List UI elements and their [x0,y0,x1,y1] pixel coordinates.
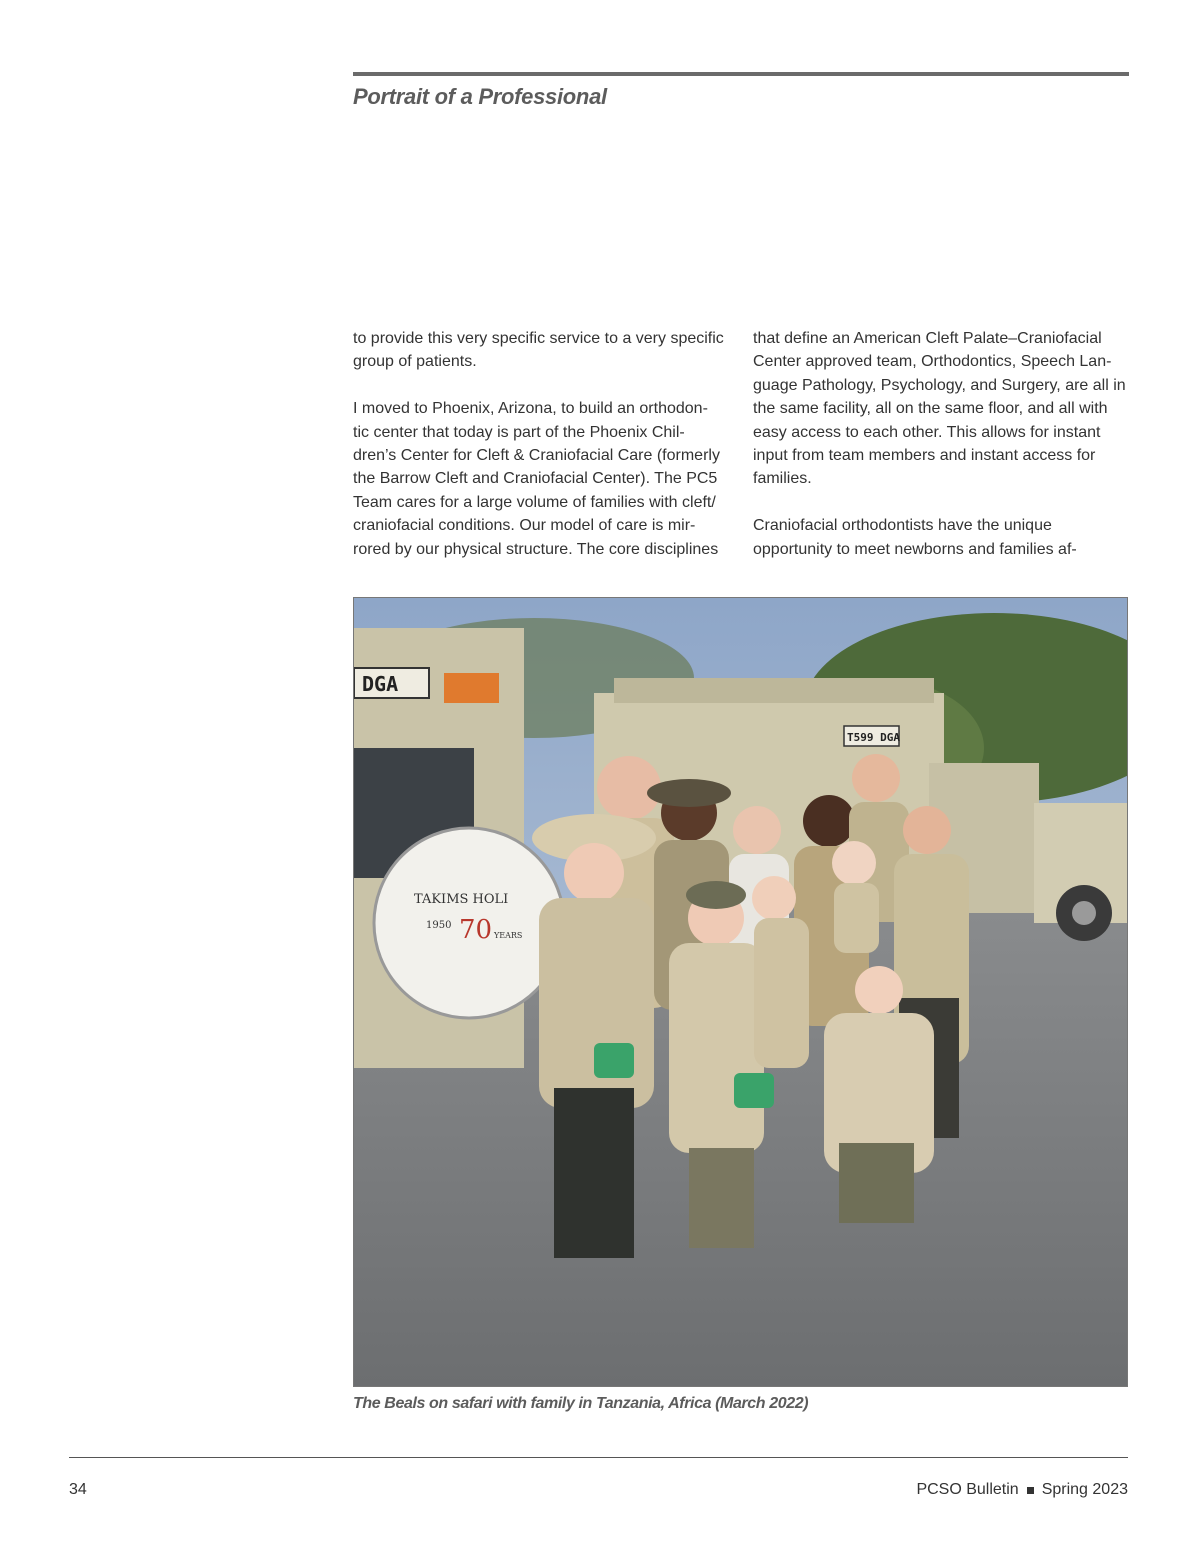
article-column-left [353,327,731,584]
article-paragraph [753,327,1131,491]
tire-cover-years: 1950 [426,920,452,931]
article-paragraph [353,397,731,561]
article-line: Craniofacial orthodontists have the unique [753,517,1052,535]
article-line: the same facility, all on the same floor, and all with [753,400,1108,418]
publication-name: PCSO Bulletin [916,1481,1019,1498]
article-line: craniofacial conditions. Our model of care is mir- [353,517,696,535]
article-line: I moved to Phoenix, Arizona, to build an orthodon- [353,400,708,418]
article-line: tic center that today is part of the Phoenix Chil- [353,423,685,441]
article-line: that define an American Cleft Palate–Craniofacial [753,330,1102,347]
article-line: easy access to each other. This allows for instant [753,423,1101,441]
article-paragraph [353,327,731,374]
article-line: to provide this very specific service to a very specific [353,330,724,347]
tire-cover-word: YEARS [494,931,523,940]
article-line: guage Pathology, Psychology, and Surgery, are all in [753,376,1126,394]
article-line: dren’s Center for Cleft & Craniofacial Care (formerly [353,447,720,465]
separator-square-icon [1027,1487,1034,1494]
article-line: input from team members and instant access for [753,447,1096,465]
safari-family-photo [353,597,1128,1387]
article-line: rored by our physical structure. The core disciplines [353,540,719,558]
section-title: Portrait of a Professional [353,84,607,109]
footer-publication [916,1481,1128,1499]
article-line: Team cares for a large volume of families with cleft/ [353,493,716,511]
issue-label: Spring 2023 [1041,1481,1128,1498]
plate-left: DGA [362,672,399,696]
plate-center: T599 DGA [847,731,900,744]
photo-caption: The Beals on safari with family in Tanzania, Africa (March 2022) [353,1395,809,1412]
article-line: opportunity to meet newborns and families af- [753,540,1077,558]
header-rule [353,72,1129,76]
family-group [532,754,969,1258]
page-number: 34 [69,1481,87,1498]
article-line: group of patients. [353,353,477,371]
article-line: Center approved team, Orthodontics, Speech Lan- [753,353,1112,371]
tire-cover-brand: TAKIMS HOLI [414,892,509,907]
tire-cover-number: 70 [459,915,493,945]
article-line: the Barrow Cleft and Craniofacial Center). The PC5 [353,470,718,488]
footer-rule [69,1457,1128,1458]
article-line: families. [753,470,812,488]
article-column-right [753,327,1131,584]
article-paragraph [753,514,1131,561]
